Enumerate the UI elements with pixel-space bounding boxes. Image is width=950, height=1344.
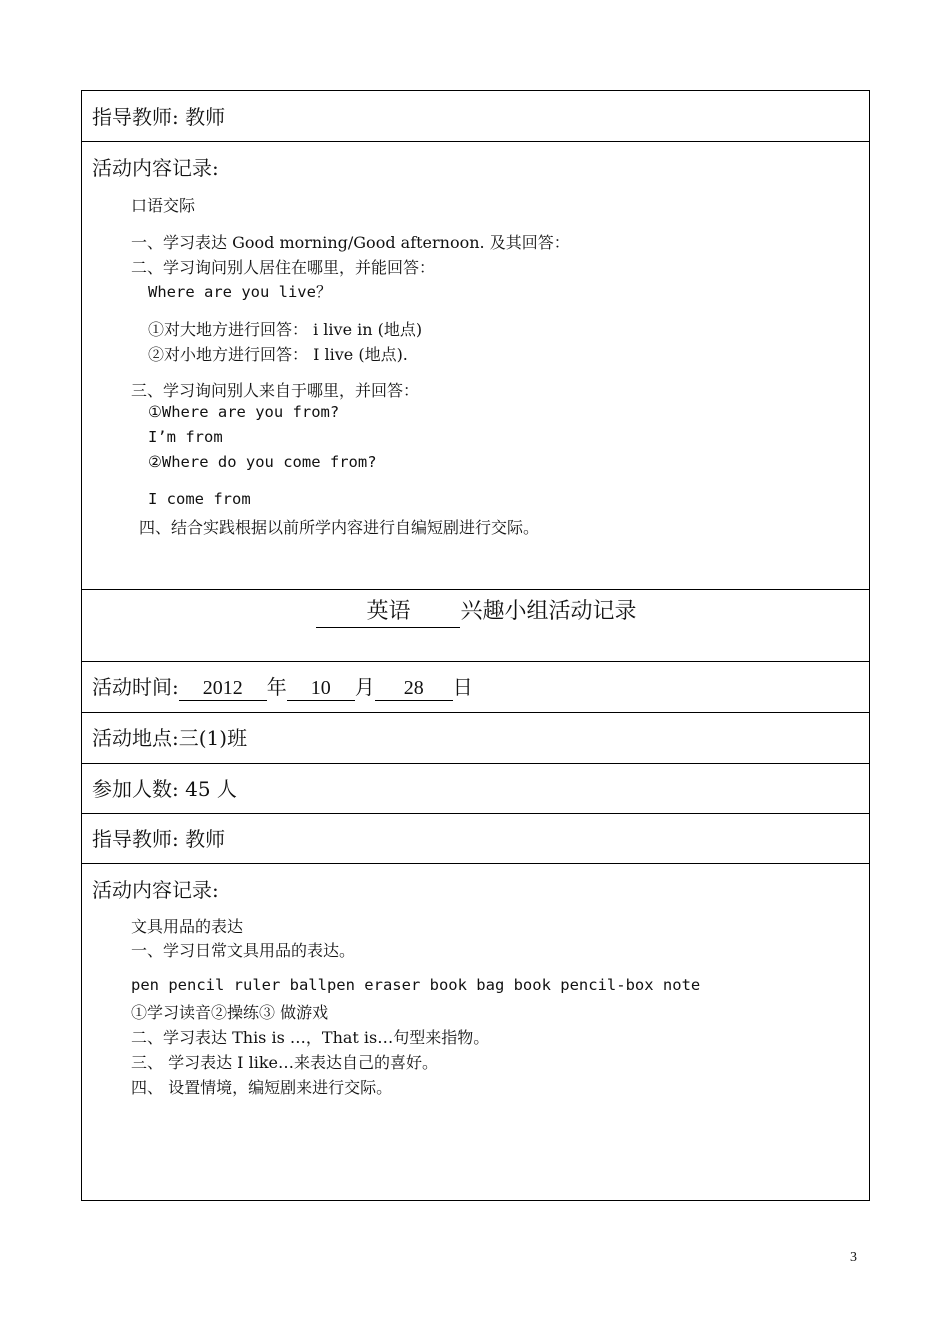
- participants-row: [82, 764, 869, 814]
- teacher-row-2: [82, 814, 869, 864]
- content-line: ②对小地方进行回答： I live (地点).: [148, 345, 408, 364]
- content-line: 一、学习日常文具用品的表达。: [131, 941, 356, 960]
- time-row: [82, 662, 869, 713]
- content-line: ①对大地方进行回答： i live in (地点): [148, 320, 423, 339]
- activity-record-table: [81, 90, 870, 1201]
- content-line: 三、学习询问别人来自于哪里，并回答：: [131, 381, 420, 400]
- time-label: 活动时间:: [92, 675, 179, 699]
- teacher-row-1: [82, 91, 869, 142]
- content-line: pen pencil ruler ballpen eraser book bag book pencil-box note: [131, 976, 701, 994]
- teacher-label: 指导教师: 教师: [92, 105, 226, 129]
- record-title-row: [82, 590, 869, 662]
- participants-label: 参加人数: 45 人: [92, 777, 237, 801]
- content-line: 四、结合实践根据以前所学内容进行自编短剧进行交际。: [139, 518, 540, 537]
- title-suffix: 兴趣小组活动记录: [460, 599, 637, 624]
- content-line: 三、 学习表达 I like…来表达自己的喜好。: [131, 1053, 438, 1072]
- content-line: 口语交际: [131, 196, 196, 215]
- content-line: Where are you live？: [148, 283, 332, 301]
- content-line: 文具用品的表达: [131, 917, 244, 936]
- year-unit: 年: [266, 675, 287, 699]
- teacher-label: 指导教师: 教师: [92, 827, 226, 851]
- month-unit: 月: [354, 675, 375, 699]
- year-value: 2012: [179, 677, 267, 701]
- content-row-2: [82, 864, 869, 1200]
- content-label: 活动内容记录:: [92, 156, 219, 180]
- month-value: 10: [287, 677, 355, 701]
- day-unit: 日: [452, 675, 473, 699]
- content-line: 二、学习表达 This is …，That is…句型来指物。: [131, 1028, 490, 1047]
- content-line: ①学习读音②操练③ 做游戏: [131, 1003, 329, 1022]
- content-line: ①Where are you from?: [148, 403, 340, 421]
- content-label: 活动内容记录:: [92, 878, 219, 902]
- content-line: I’m from: [148, 428, 223, 446]
- content-line: I come from: [148, 490, 251, 508]
- subject-field: 英语: [316, 594, 460, 628]
- page-number: 3: [850, 1250, 857, 1265]
- record-title: [82, 594, 871, 628]
- day-value: 28: [375, 677, 453, 701]
- place-row: [82, 713, 869, 764]
- content-line: ②Where do you come from?: [148, 453, 377, 471]
- content-line: 一、学习表达 Good morning/Good afternoon. 及其回答：: [131, 233, 570, 252]
- content-row-1: [82, 142, 869, 590]
- content-line: 四、 设置情境，编短剧来进行交际。: [131, 1078, 393, 1097]
- place-label: 活动地点:三(1)班: [92, 726, 248, 750]
- content-line: 二、学习询问别人居住在哪里，并能回答：: [131, 258, 436, 277]
- time-field: [92, 671, 473, 701]
